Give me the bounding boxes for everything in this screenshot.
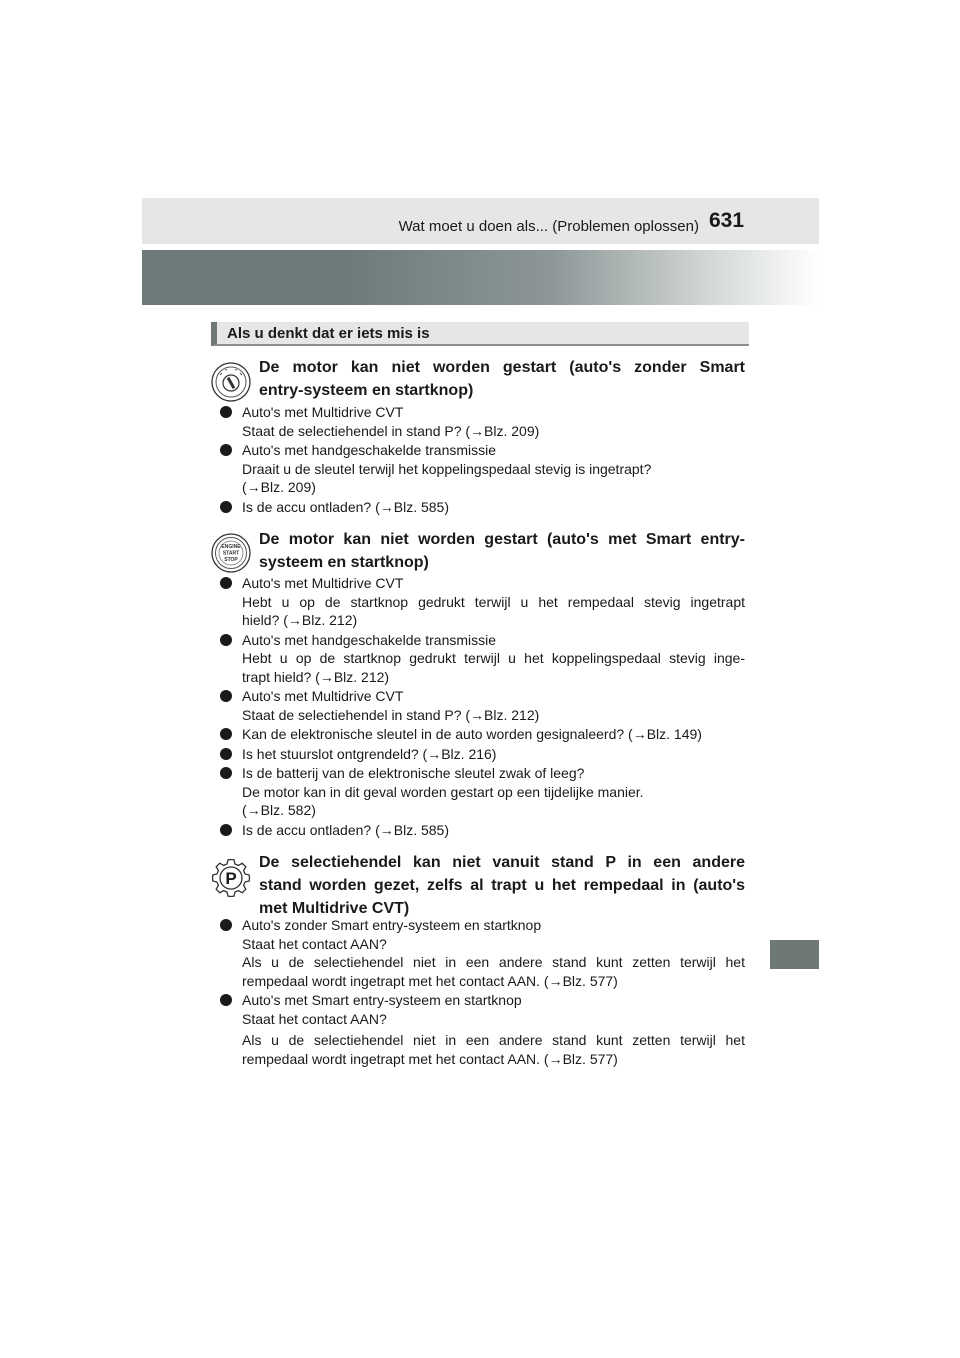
- park-gear-icon: [211, 858, 251, 898]
- list-item: [220, 991, 745, 1068]
- symptom-bullet-list: [220, 916, 745, 1069]
- symptom-title-line: De selectiehendel kan niet vanuit stand P in een andere: [259, 854, 745, 871]
- icon-text: START: [222, 550, 240, 557]
- list-item: [220, 745, 745, 764]
- page-number: 631: [709, 209, 745, 232]
- symptom-title: [259, 356, 745, 402]
- list-item-line: Staat het contact AAN?: [242, 935, 387, 952]
- list-item-line: Auto's met handgeschakelde transmissie: [242, 631, 497, 648]
- list-item-line: Auto's met Multidrive CVT: [242, 404, 404, 420]
- list-item-line: Staat de selectiehendel in stand P? (→Blz. 209): [242, 422, 540, 439]
- list-item-line: Is de accu ontladen? (→Blz. 585): [242, 821, 450, 838]
- list-item-line: Auto's met Multidrive CVT: [242, 688, 404, 704]
- list-item-line: trapt hield? (→Blz. 212): [242, 668, 390, 685]
- bullet-icon: [220, 634, 232, 646]
- section-heading-text: Als u denkt dat er iets mis is: [227, 325, 430, 342]
- ignition-key-icon: [211, 362, 251, 402]
- list-item: [220, 821, 745, 840]
- bullet-icon: [220, 748, 232, 760]
- list-item: [220, 725, 745, 744]
- icon-text: ENGINE: [221, 544, 241, 550]
- bullet-icon: [220, 728, 232, 740]
- bullet-icon: [220, 406, 232, 418]
- bullet-icon: [220, 501, 232, 513]
- list-item-line: Hebt u op de startknop gedrukt terwijl u het koppelingspedaal stevig inge-: [242, 650, 745, 666]
- symptom-bullet-list: [220, 403, 745, 517]
- list-item-line: Staat de selectiehendel in stand P? (→Blz. 212): [242, 706, 540, 723]
- list-item: [220, 631, 745, 687]
- symptom-title-line: entry-systeem en startknop): [259, 382, 474, 399]
- chapter-tab-marker: [770, 940, 819, 969]
- symptom-title-line: met Multidrive CVT): [259, 900, 410, 917]
- header-title: Wat moet u doen als... (Problemen oplossen): [398, 218, 699, 235]
- symptom-bullet-list: [220, 574, 745, 840]
- symptom-title: [259, 851, 745, 920]
- list-item-line: Als u de selectiehendel niet in een andere stand kunt zetten terwijl het: [242, 954, 745, 970]
- bullet-icon: [220, 994, 232, 1006]
- list-item-line: Draait u de sleutel terwijl het koppelingspedaal stevig is ingetrapt?: [242, 460, 652, 477]
- bullet-icon: [220, 767, 232, 779]
- bullet-icon: [220, 577, 232, 589]
- symptom-title-line: systeem en startknop): [259, 554, 429, 571]
- icon-text: STOP: [224, 557, 238, 563]
- symptom-title: [259, 528, 745, 574]
- bullet-icon: [220, 824, 232, 836]
- list-item-line: Staat het contact AAN?: [242, 1010, 387, 1027]
- list-item-line: Kan de elektronische sleutel in de auto worden gesignaleerd? (→Blz. 149): [242, 726, 702, 742]
- chapter-banner: [142, 250, 819, 305]
- icon-text: P: [225, 869, 237, 888]
- page-header: [142, 198, 819, 244]
- list-item: [220, 498, 745, 517]
- list-item-line: Is de accu ontladen? (→Blz. 585): [242, 498, 450, 515]
- list-item-line: (→Blz. 209): [242, 479, 316, 495]
- list-item: [220, 687, 745, 724]
- engine-start-stop-button-icon: [211, 533, 251, 573]
- list-item: [220, 916, 745, 990]
- list-item-line: (→Blz. 582): [242, 802, 316, 818]
- list-item-line: Auto's met Multidrive CVT: [242, 575, 404, 591]
- bullet-icon: [220, 690, 232, 702]
- list-item: [220, 403, 745, 440]
- section-heading: [211, 322, 749, 346]
- list-item: [220, 764, 745, 820]
- list-item-line: Auto's met handgeschakelde transmissie: [242, 442, 497, 458]
- list-item-line: rempedaal wordt ingetrapt met het contact AAN. (→Blz. 577): [242, 1050, 618, 1067]
- bullet-icon: [220, 444, 232, 456]
- list-item-line: Hebt u op de startknop gedrukt terwijl u het rempedaal stevig ingetrapt: [242, 593, 745, 610]
- list-item-line: Is de batterij van de elektronische sleutel zwak of leeg?: [242, 765, 585, 781]
- list-item-line: rempedaal wordt ingetrapt met het contact AAN. (→Blz. 577): [242, 972, 618, 989]
- list-item: [220, 441, 745, 497]
- bullet-icon: [220, 919, 232, 931]
- symptom-title-line: De motor kan niet worden gestart (auto's zonder Smart: [259, 359, 745, 376]
- list-item-line: De motor kan in dit geval worden gestart op een tijdelijke manier.: [242, 783, 644, 800]
- symptom-title-line: De motor kan niet worden gestart (auto's met Smart entry-: [259, 531, 745, 548]
- list-item-line: Als u de selectiehendel niet in een andere stand kunt zetten terwijl het: [242, 1032, 745, 1048]
- list-item-line: Auto's met Smart entry-systeem en startknop: [242, 992, 522, 1008]
- list-item-line: Is het stuurslot ontgrendeld? (→Blz. 216): [242, 745, 497, 762]
- list-item-line: Auto's zonder Smart entry-systeem en startknop: [242, 917, 542, 933]
- symptom-title-line: stand worden gezet, zelfs al trapt u het rempedaal in (auto's: [259, 877, 745, 894]
- list-item: [220, 574, 745, 630]
- list-item-line: hield? (→Blz. 212): [242, 612, 358, 628]
